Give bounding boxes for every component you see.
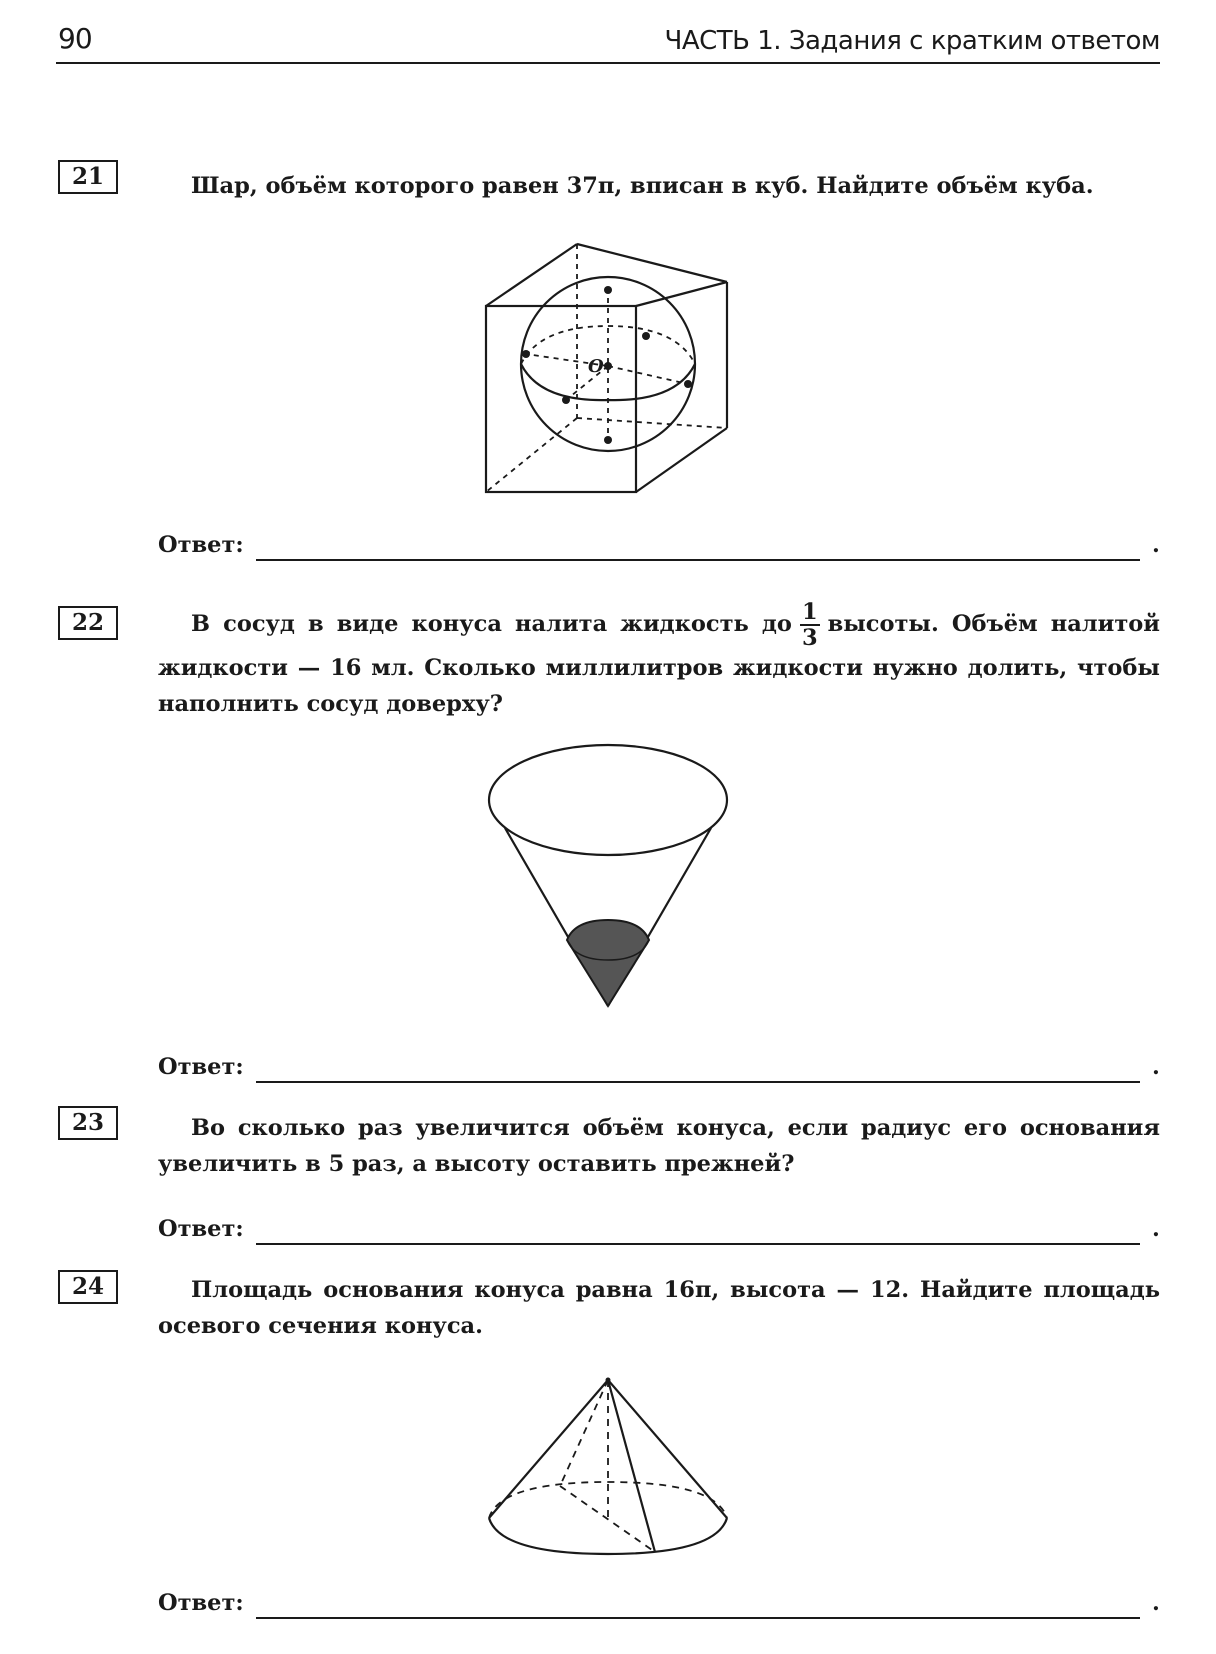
task-number-24: 24 — [58, 1270, 118, 1304]
answer-label: Ответ: — [158, 1216, 244, 1242]
fraction-one-third — [800, 600, 820, 650]
task-number-22: 22 — [58, 606, 118, 640]
answer-21-field[interactable] — [256, 559, 1140, 561]
answer-23 — [158, 1216, 1160, 1246]
task-22-text — [158, 600, 1160, 722]
section-title: ЧАСТЬ 1. Задания с кратким ответом — [664, 26, 1160, 56]
answer-label: Ответ: — [158, 1054, 244, 1080]
task-23-text — [158, 1110, 1160, 1182]
task-24-text — [158, 1272, 1160, 1344]
answer-22 — [158, 1054, 1160, 1084]
cone-axial-section-figure — [480, 1370, 740, 1570]
task-21-statement: Шар, объём которого равен 37π, вписан в куб. Найдите объём куба. — [191, 173, 1094, 199]
cone-vessel-figure — [480, 740, 740, 1020]
fraction-numerator: 1 — [801, 599, 818, 625]
sphere-in-cube-figure — [480, 240, 740, 500]
fraction-denominator: 3 — [801, 625, 818, 651]
answer-dot: . — [1152, 532, 1160, 558]
header-divider — [56, 62, 1160, 64]
page-number: 90 — [58, 22, 92, 55]
task-23-statement: Во сколько раз увеличится объём конуса, если радиус его основания увеличить в 5 раз, а высоту оставить прежней? — [158, 1115, 1160, 1177]
answer-dot: . — [1152, 1054, 1160, 1080]
answer-24-field[interactable] — [256, 1617, 1140, 1619]
answer-22-field[interactable] — [256, 1081, 1140, 1083]
task-21-text — [158, 168, 1160, 204]
answer-24 — [158, 1590, 1160, 1620]
center-label-o: O — [588, 356, 604, 377]
answer-label: Ответ: — [158, 1590, 244, 1616]
answer-label: Ответ: — [158, 532, 244, 558]
answer-dot: . — [1152, 1590, 1160, 1616]
answer-dot: . — [1152, 1216, 1160, 1242]
task-24-statement: Площадь основания конуса равна 16π, высота — 12. Найдите площадь осевого сечения конуса. — [158, 1277, 1160, 1339]
task-22-text-before: В сосуд в виде конуса налита жидкость до — [191, 611, 792, 637]
task-number-21: 21 — [58, 160, 118, 194]
answer-23-field[interactable] — [256, 1243, 1140, 1245]
task-22-text-after: высоты. Объём налитой жидкости — 16 мл. Сколько миллилитров жидкости нужно долить, чтобы наполнить сосуд доверху? — [158, 611, 1160, 717]
task-number-23: 23 — [58, 1106, 118, 1140]
answer-21 — [158, 532, 1160, 562]
